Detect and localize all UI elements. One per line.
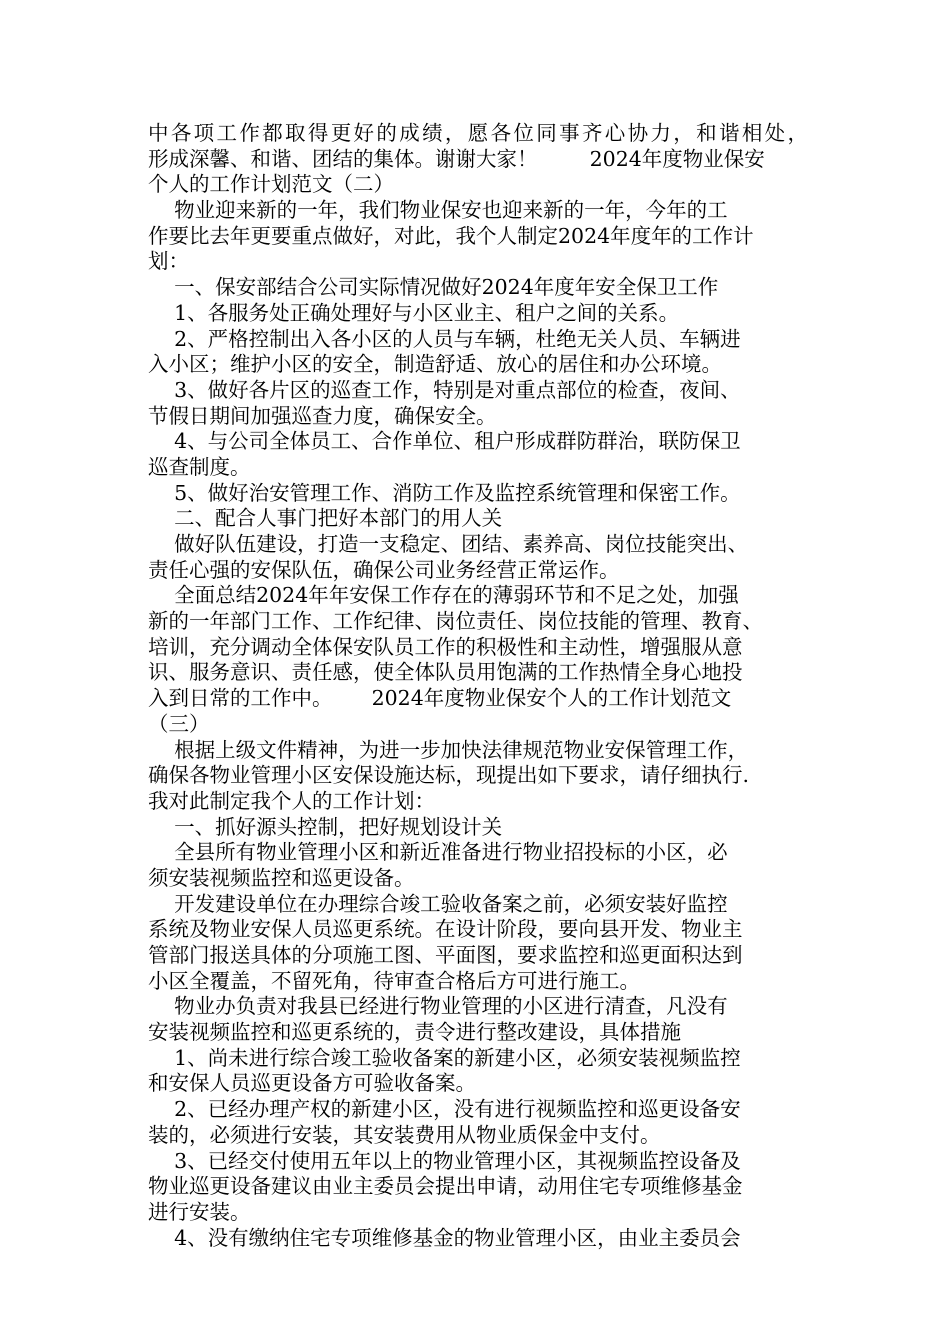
text-line: 全县所有物业管理小区和新近准备进行物业招投标的小区，必 xyxy=(148,840,728,865)
document-body xyxy=(148,121,808,1251)
text-line: 识、服务意识、责任感，使全体队员用饱满的工作热情全身心地投 xyxy=(148,660,743,685)
text-line: 根据上级文件精神，为进一步加快法律规范物业安保管理工作， xyxy=(148,737,749,762)
text-line: 物业巡更设备建议由业主委员会提出申请，动用住宅专项维修基金 xyxy=(148,1174,743,1199)
text-line: 巡查制度。 xyxy=(148,454,251,479)
text-line: 装的，必须进行安装，其安装费用从物业质保金中支付。 xyxy=(148,1122,661,1147)
text-line: 2、严格控制出入各小区的人员与车辆，杜绝无关人员、车辆进 xyxy=(148,326,741,351)
text-line: 5、做好治安管理工作、消防工作及监控系统管理和保密工作。 xyxy=(148,480,741,505)
text-line: （三） xyxy=(148,711,210,736)
text-line: 做好队伍建设，打造一支稳定、团结、素养高、岗位技能突出、 xyxy=(148,532,749,556)
text-line: 小区全覆盖，不留死角，待审查合格后方可进行施工。 xyxy=(148,968,640,993)
text-line: 1、各服务处正确处理好与小区业主、租户之间的关系。 xyxy=(148,300,680,325)
text-line: 作要比去年更要重点做好，对此，我个人制定2024年度年的工作计 xyxy=(148,223,754,248)
text-line: 物业迎来新的一年，我们物业保安也迎来新的一年，今年的工 xyxy=(148,198,728,223)
text-line: 1、尚未进行综合竣工验收备案的新建小区，必须安装视频监控 xyxy=(148,1045,741,1070)
text-line: 入到日常的工作中。 2024年度物业保安个人的工作计划范文 xyxy=(148,686,732,711)
text-line: 2、已经办理产权的新建小区，没有进行视频监控和巡更设备安 xyxy=(148,1097,741,1122)
text-line: 开发建设单位在办理综合竣工验收备案之前，必须安装好监控 xyxy=(148,891,728,916)
text-line: 培训，充分调动全体保安队员工作的积极性和主动性，增强服从意 xyxy=(148,634,743,659)
text-line: 4、与公司全体员工、合作单位、租户形成群防群治，联防保卫 xyxy=(148,429,741,454)
text-line: 系统及物业安保人员巡更系统。在设计阶段，要向县开发、物业主 xyxy=(148,917,743,942)
text-line: 责任心强的安保队伍，确保公司业务经营正常运作。 xyxy=(148,557,620,582)
text-line: 节假日期间加强巡查力度，确保安全。 xyxy=(148,403,497,428)
text-line: 入小区；维护小区的安全，制造舒适、放心的居住和办公环境。 xyxy=(148,352,722,377)
text-line: 3、已经交付使用五年以上的物业管理小区，其视频监控设备及 xyxy=(148,1148,741,1173)
text-line: 须安装视频监控和巡更设备。 xyxy=(148,865,415,890)
text-line: 划： xyxy=(148,249,189,274)
text-line: 3、做好各片区的巡查工作，特别是对重点部位的检查，夜间、 xyxy=(148,377,741,402)
text-line: 中各项工作都取得更好的成绩，愿各位同事齐心协力，和谐相处， xyxy=(148,121,808,145)
text-line: 形成深馨、和谐、团结的集体。谢谢大家！ 2024年度物业保安 xyxy=(148,146,765,171)
text-line: 物业办负责对我县已经进行物业管理的小区进行清查，凡没有 xyxy=(148,994,728,1019)
text-line: 管部门报送具体的分项施工图、平面图，要求监控和巡更面积达到 xyxy=(148,943,743,967)
text-line: 安装视频监控和巡更系统的，责令进行整改建设，具体措施 xyxy=(148,1020,681,1045)
text-line: 二、配合人事门把好本部门的用人关 xyxy=(148,506,503,531)
text-line: 我对此制定我个人的工作计划： xyxy=(148,788,435,813)
text-line: 一、抓好源头控制，把好规划设计关 xyxy=(148,814,503,839)
text-line: 4、没有缴纳住宅专项维修基金的物业管理小区，由业主委员会 xyxy=(148,1225,741,1250)
text-line: 和安保人员巡更设备方可验收备案。 xyxy=(148,1071,476,1096)
text-line: 一、保安部结合公司实际情况做好2024年度年安全保卫工作 xyxy=(148,275,719,300)
text-line: 确保各物业管理小区安保设施达标，现提出如下要求，请仔细执行. xyxy=(148,763,750,788)
text-line: 个人的工作计划范文（二） xyxy=(148,172,394,197)
text-line: 全面总结2024年年安保工作存在的薄弱环节和不足之处，加强 xyxy=(148,583,739,608)
text-line: 新的一年部门工作、工作纪律、岗位责任、岗位技能的管理、教育、 xyxy=(148,609,763,634)
text-line: 进行安装。 xyxy=(148,1199,251,1224)
